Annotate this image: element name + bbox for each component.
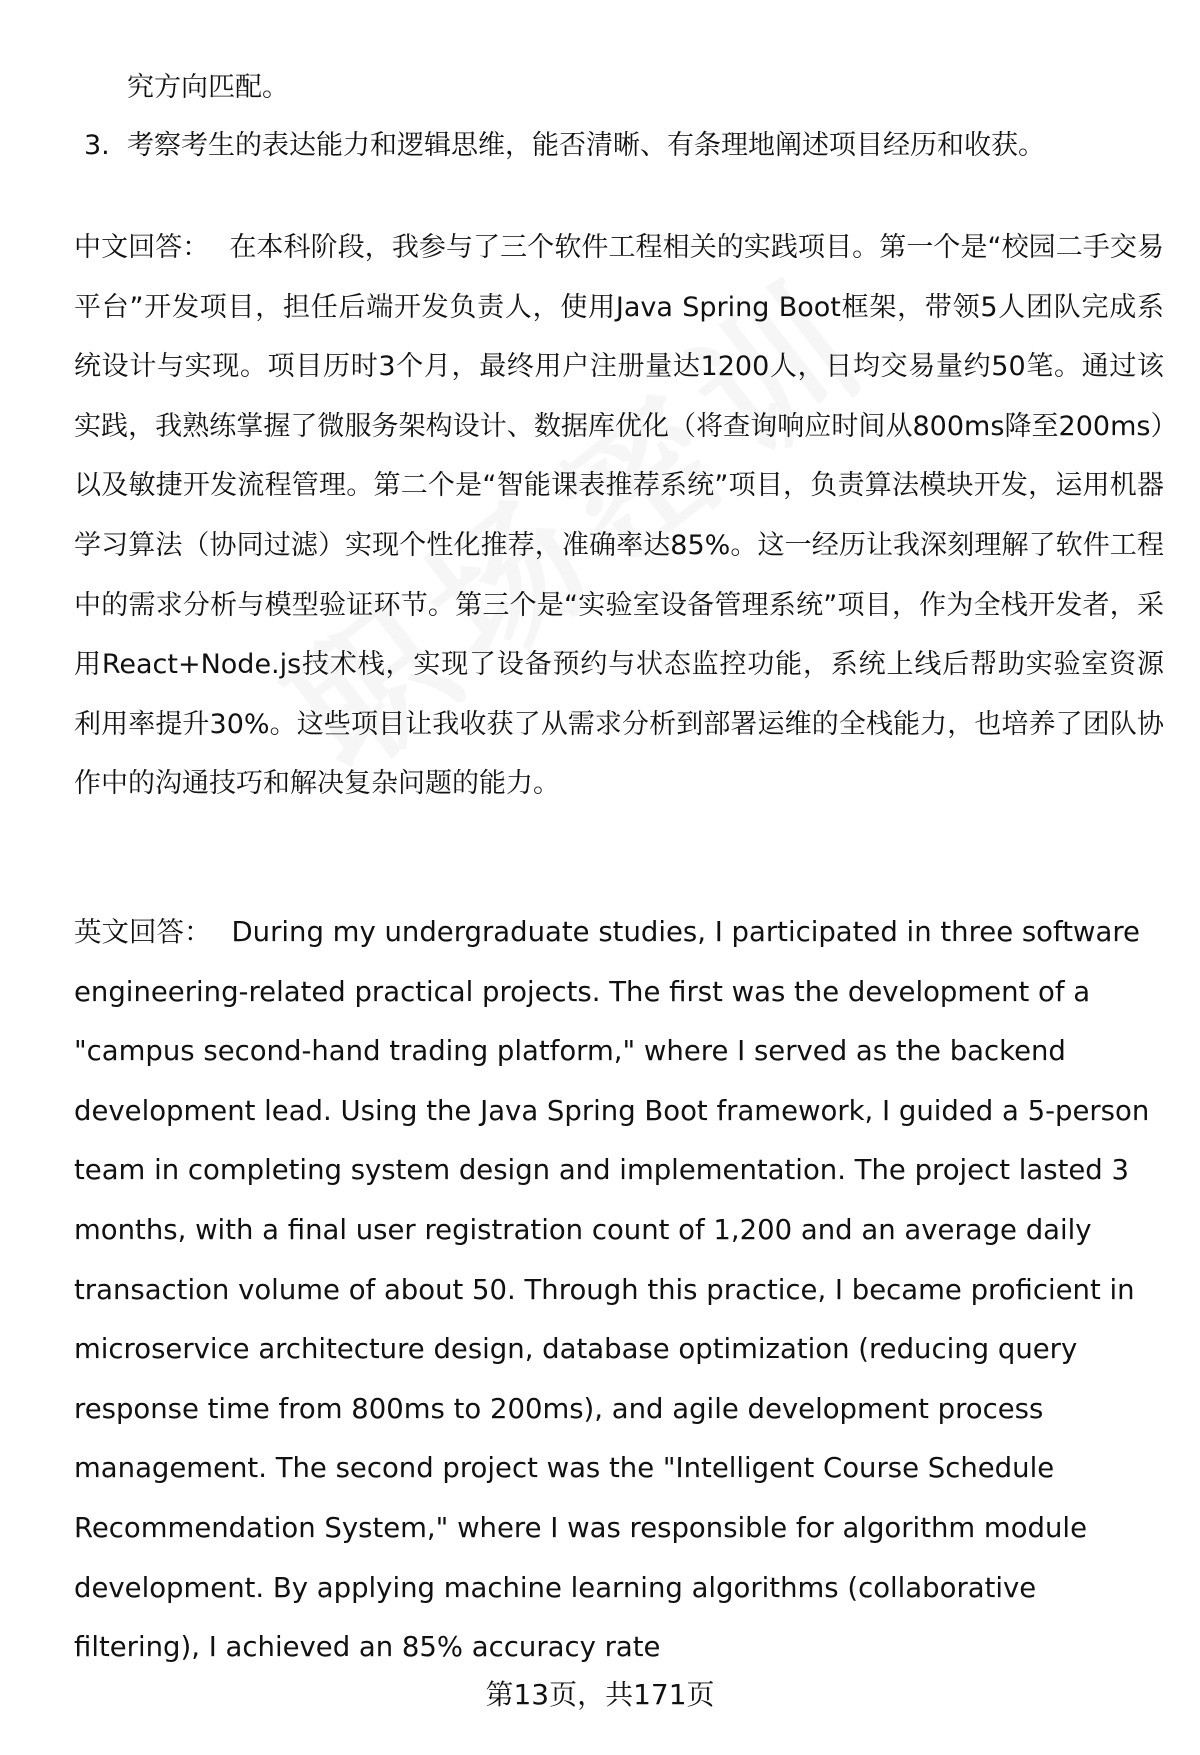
list-item-text: 考察考生的表达能力和逻辑思维，能否清晰、有条理地阐述项目经历和收获。 — [127, 130, 1045, 161]
page-footer: 第13页，共171页 — [485, 1678, 715, 1711]
list-item-number: 3. — [84, 130, 110, 161]
chinese-answer-label: 中文回答： — [74, 232, 210, 263]
english-answer-label: 英文回答： — [74, 916, 212, 948]
english-answer-paragraph — [74, 903, 1164, 1678]
list-item — [84, 126, 1164, 166]
chinese-answer-text: 在本科阶段，我参与了三个软件工程相关的实践项目。第一个是“校园二手交易平台”开发项目，担任后端开发负责人，使用Java Spring Boot框架，带领5人团队完成系统设计与实现。项目历时3个月，最终用户注册量达1200人，日均交易量约50笔。通过该实践，我熟练掌握了微服务架构设计、数据库优化（将查询响应时间从800ms降至200ms）以及敏捷开发流程管理。第二个是“智能课表推荐系统”项目，负责算法模块开发，运用机器学习算法（协同过滤）实现个性化推荐，准确率达85%。这一经历让我深刻理解了软件工程中的需求分析与模型验证环节。第三个是“实验室设备管理系统”项目，作为全栈开发者，采用React+Node.js技术栈，实现了设备预约与状态监控功能，系统上线后帮助实验室资源利用率提升30%。这些项目让我收获了从需求分析到部署运维的全栈能力，也培养了团队协作中的沟通技巧和解决复杂问题的能力。 — [74, 232, 1164, 800]
chinese-answer-paragraph — [74, 218, 1164, 814]
english-answer-text: During my undergraduate studies, I participated in three software engineering-related practical projects. The first was the development of a "campus second-hand trading platform," where I served as the backend development lead. Using the Java Spring Boot framework, I guided a 5-person team in completing system design and implementation. The project lasted 3 months, with a final user registration count of 1,200 and an average daily transaction volume of about 50. Through this practice, I became proficient in microservice architecture design, database optimization (reducing query response time from 800ms to 200ms), and agile development process management. The second project was the "Intelligent Course Schedule Recommendation System," where I was responsible for algorithm module development. By applying machine learning algorithms (collaborative filtering), I achieved an 85% accuracy rate — [74, 916, 1150, 1664]
continuation-text: 究方向匹配。 — [127, 72, 289, 103]
